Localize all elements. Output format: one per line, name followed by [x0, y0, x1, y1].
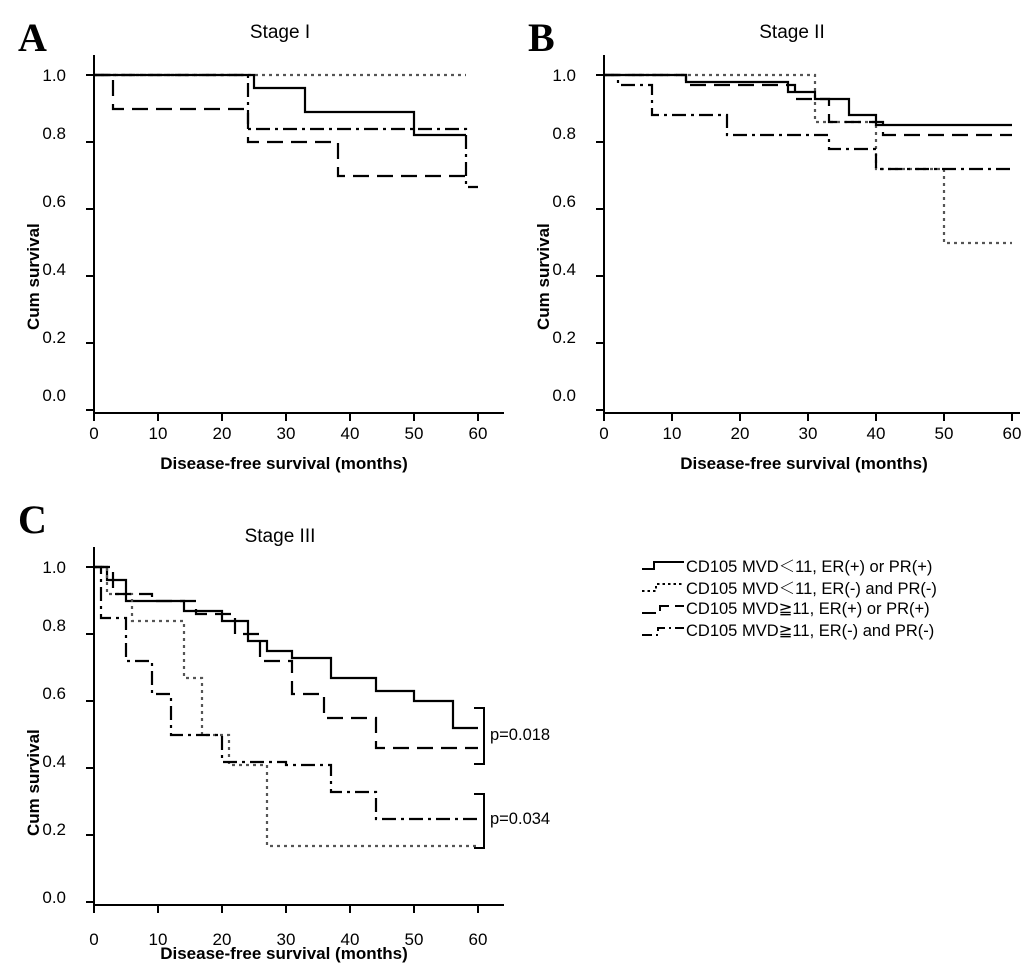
x-tick-c-1: 10: [148, 930, 168, 949]
x-axis-title-c: Disease-free survival (months): [160, 944, 408, 963]
x-tick-b-5: 50: [934, 424, 954, 443]
series-dashed-c: [94, 567, 478, 748]
series-dashdot-b: [604, 75, 1012, 169]
legend-item-dashdot: [640, 620, 937, 642]
legend-label-solid: CD105 MVD＜11, ER(+) or PR(+): [686, 558, 933, 576]
y-axis-title-b: Cum survival: [534, 223, 553, 330]
x-tick-b-3: 30: [798, 424, 818, 443]
x-axis-title-a: Disease-free survival (months): [160, 454, 408, 473]
series-solid-a: [94, 75, 466, 135]
x-tick-a-6: 60: [468, 424, 488, 443]
legend-label-dashed: CD105 MVD≧11, ER(+) or PR(+): [686, 600, 930, 618]
plot-area-c: [74, 547, 514, 927]
y-tick-c-1: 0.8: [42, 616, 66, 635]
x-tick-b-4: 40: [866, 424, 886, 443]
y-tick-a-5: 0.0: [42, 386, 66, 405]
y-tick-a-2: 0.6: [42, 192, 66, 211]
y-axis-title-c: Cum survival: [24, 729, 43, 836]
legend-item-solid: [640, 554, 937, 576]
legend-key-dotted-icon: [640, 577, 686, 597]
legend-item-dashed: [640, 598, 937, 620]
y-tick-b-0: 1.0: [552, 66, 576, 85]
x-tick-b-1: 10: [662, 424, 682, 443]
x-tick-c-4: 40: [340, 930, 360, 949]
y-tick-a-1: 0.8: [42, 124, 66, 143]
panel-letter-a: A: [18, 15, 47, 60]
x-tick-c-5: 50: [404, 930, 424, 949]
legend-item-dotted: [640, 576, 937, 598]
y-tick-b-1: 0.8: [552, 124, 576, 143]
x-tick-a-0: 0: [89, 424, 99, 443]
panel-letter-c: C: [18, 497, 47, 542]
y-tick-c-0: 1.0: [42, 558, 66, 577]
y-tick-b-2: 0.6: [552, 192, 576, 211]
y-tick-c-3: 0.4: [42, 752, 66, 771]
p-bracket-1: [472, 706, 490, 768]
y-tick-c-4: 0.2: [42, 820, 66, 839]
y-tick-a-3: 0.4: [42, 260, 66, 279]
y-tick-c-2: 0.6: [42, 684, 66, 703]
x-tick-a-1: 10: [148, 424, 168, 443]
y-tick-a-4: 0.2: [42, 328, 66, 347]
x-axis-title-b: Disease-free survival (months): [680, 454, 928, 473]
legend-key-dashed-icon: [640, 599, 686, 619]
legend-label-dotted: CD105 MVD＜11, ER(-) and PR(-): [686, 580, 937, 598]
panel-title-a: Stage I: [249, 22, 311, 43]
series-solid-c: [94, 567, 478, 728]
panel-title-c: Stage III: [244, 526, 316, 547]
series-dotted-c: [94, 567, 478, 846]
plot-area-a: [74, 55, 514, 435]
x-tick-a-4: 40: [340, 424, 360, 443]
panel-title-b: Stage II: [759, 22, 825, 43]
panel-letter-b: B: [528, 15, 555, 60]
x-tick-c-0: 0: [89, 930, 99, 949]
x-tick-c-6: 60: [468, 930, 488, 949]
x-tick-c-2: 20: [212, 930, 232, 949]
legend-key-dashdot-icon: [640, 621, 686, 641]
y-tick-b-3: 0.4: [552, 260, 576, 279]
p-value-1: p=0.018: [490, 726, 551, 744]
y-axis-title-a: Cum survival: [24, 223, 43, 330]
legend-label-dashdot: CD105 MVD≧11, ER(-) and PR(-): [686, 622, 935, 640]
p-value-2: p=0.034: [490, 810, 551, 828]
y-tick-b-5: 0.0: [552, 386, 576, 405]
series-dashed-a: [94, 75, 466, 176]
x-tick-c-3: 30: [276, 930, 296, 949]
legend: [640, 554, 937, 642]
x-tick-b-6: 60: [1002, 424, 1022, 443]
series-dashdot-c: [94, 567, 478, 819]
p-bracket-2: [472, 792, 490, 852]
y-tick-b-4: 0.2: [552, 328, 576, 347]
x-tick-a-5: 50: [404, 424, 424, 443]
series-dashdot-a: [94, 75, 478, 187]
x-tick-a-3: 30: [276, 424, 296, 443]
x-tick-a-2: 20: [212, 424, 232, 443]
series-dotted-b: [604, 75, 1012, 243]
y-tick-a-0: 1.0: [42, 66, 66, 85]
x-tick-b-0: 0: [599, 424, 609, 443]
y-tick-c-5: 0.0: [42, 888, 66, 907]
plot-area-b: [584, 55, 1034, 435]
legend-key-solid-icon: [640, 555, 686, 575]
x-tick-b-2: 20: [730, 424, 750, 443]
